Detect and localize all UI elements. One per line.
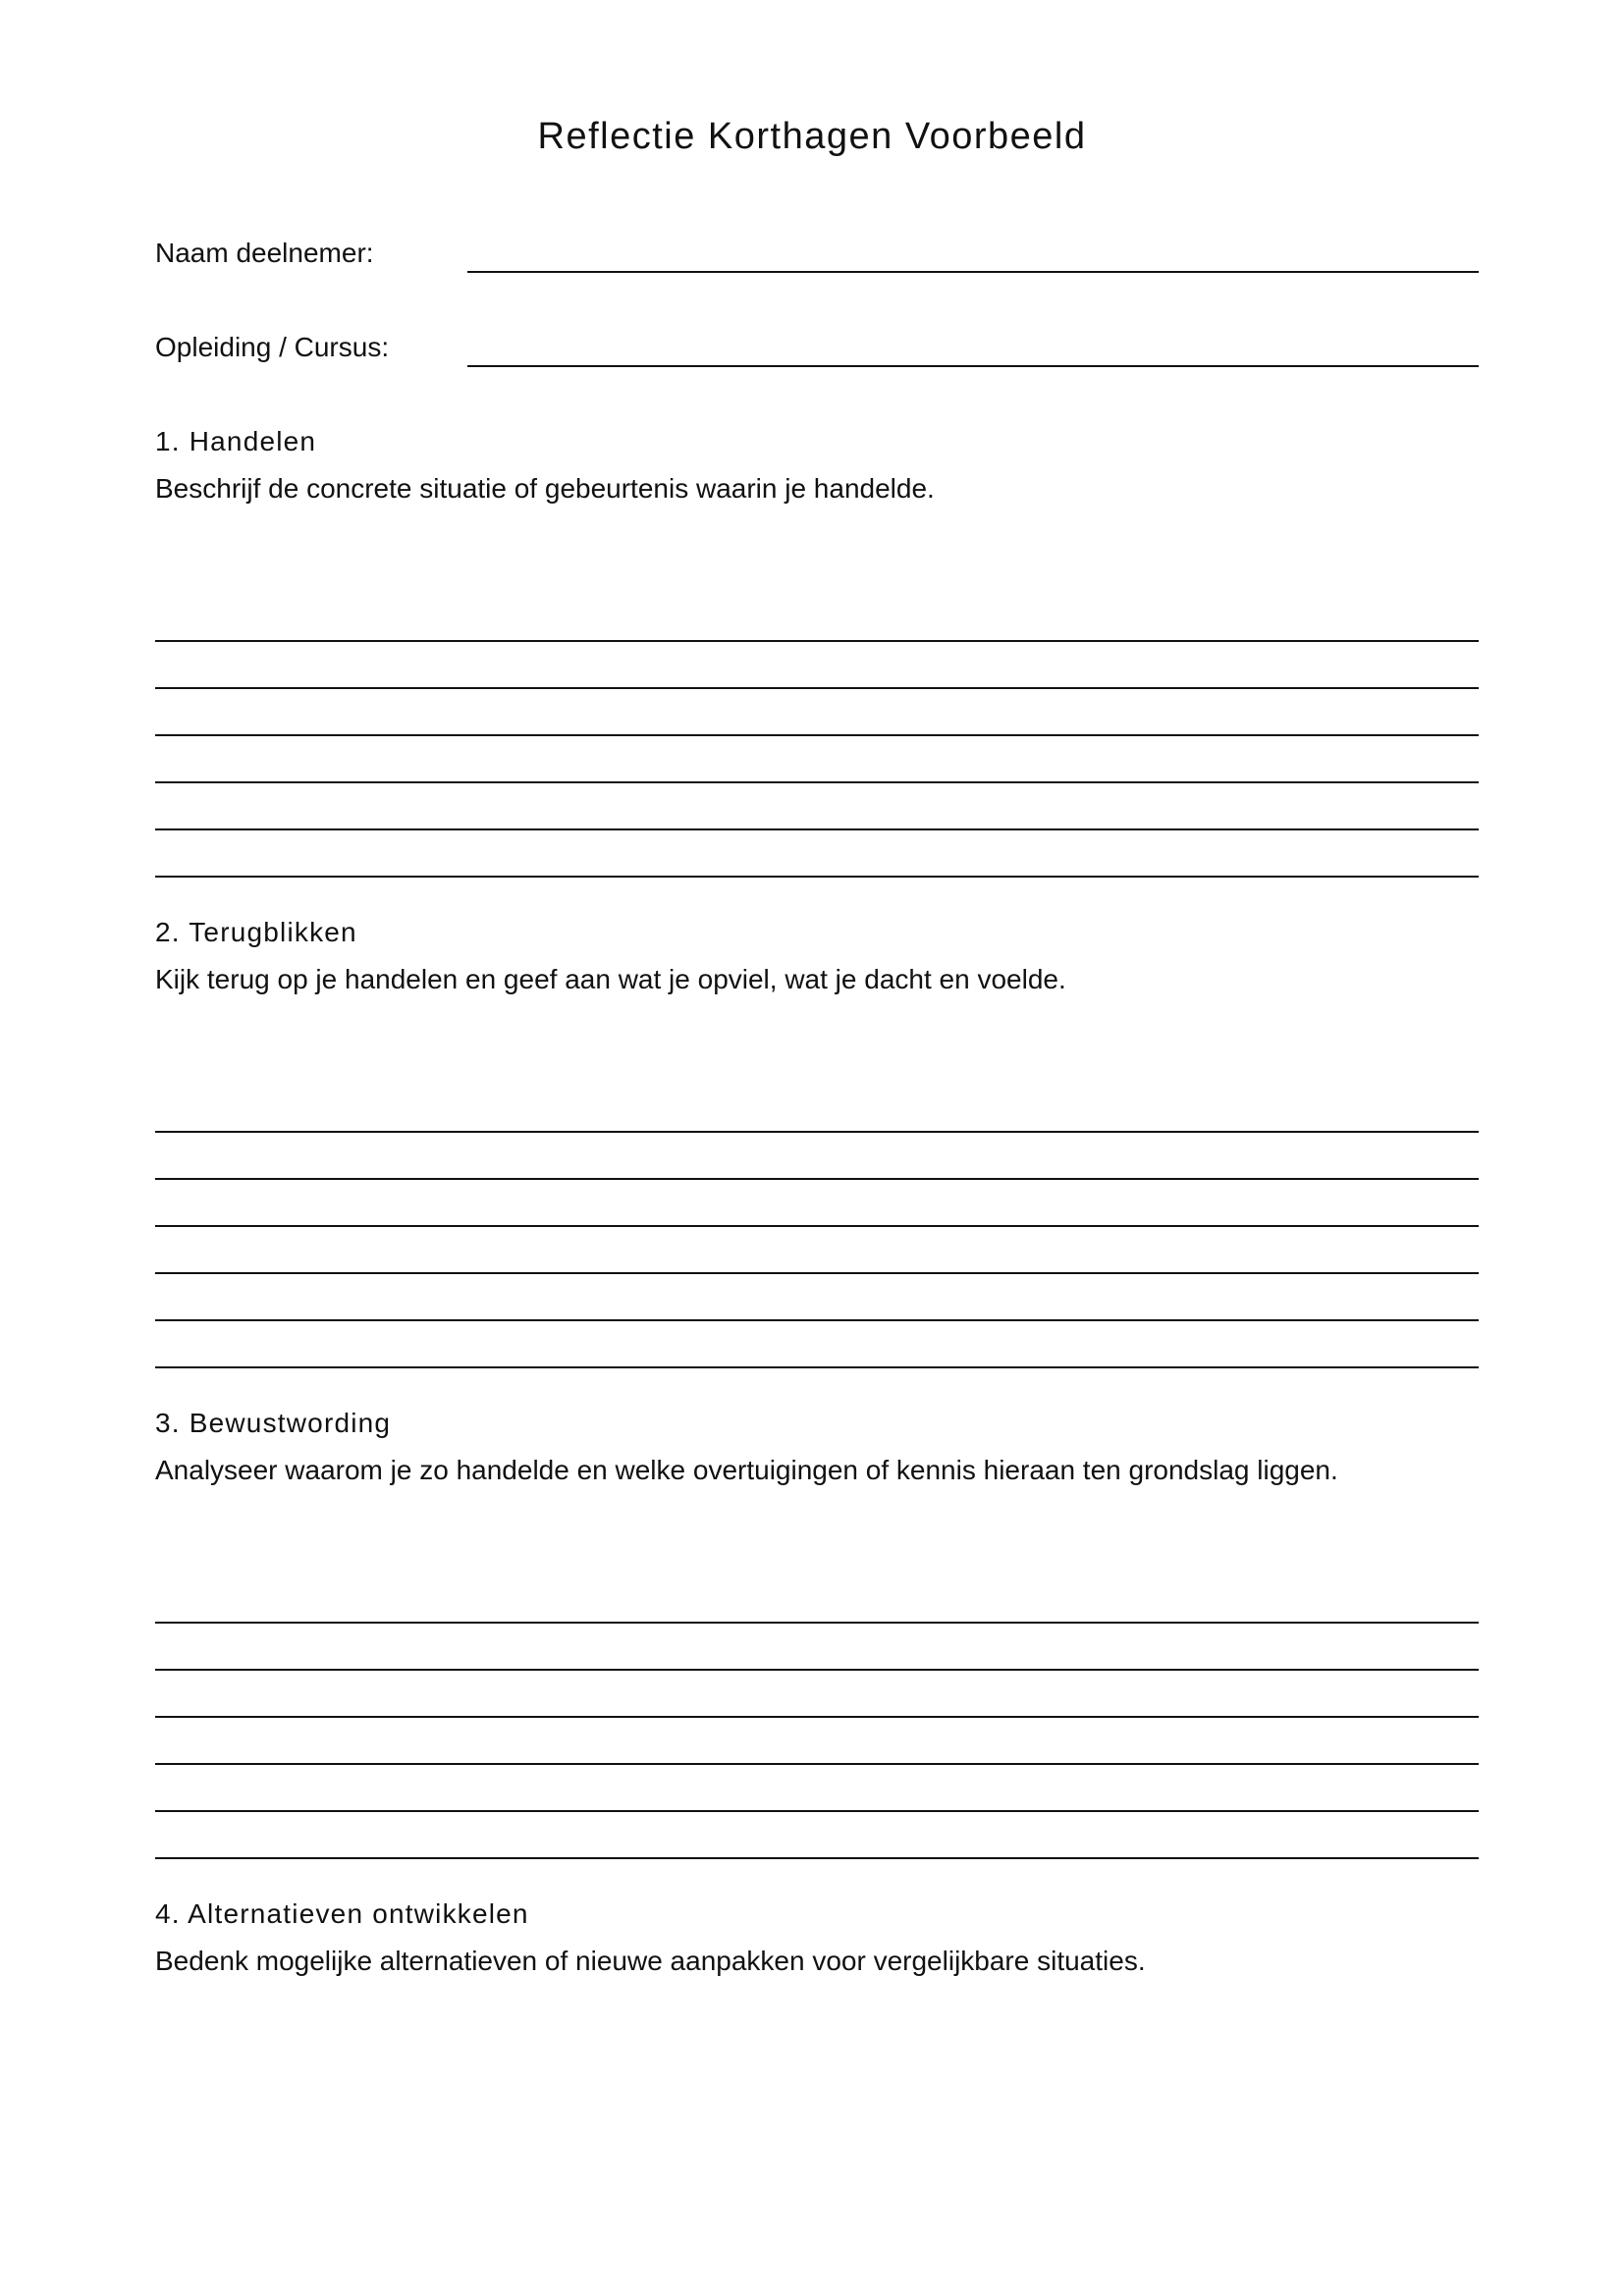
page-title: Reflectie Korthagen Voorbeeld <box>537 116 1087 157</box>
course-input-line[interactable] <box>467 365 1479 367</box>
answer-line[interactable] <box>155 642 1479 689</box>
participant-name-input-line[interactable] <box>467 271 1479 273</box>
answer-area[interactable] <box>155 1086 1479 1368</box>
section-heading: 4. Alternatieven ontwikkelen <box>155 1898 529 1929</box>
section-bewustwording <box>155 1400 1479 1859</box>
answer-line[interactable] <box>155 830 1479 878</box>
answer-line[interactable] <box>155 1812 1479 1859</box>
course-label: Opleiding / Cursus: <box>155 332 390 362</box>
answer-line[interactable] <box>155 1274 1479 1321</box>
answer-line[interactable] <box>155 1671 1479 1718</box>
answer-area[interactable] <box>155 1576 1479 1859</box>
answer-line[interactable] <box>155 1086 1479 1133</box>
section-heading: 3. Bewustwording <box>155 1408 392 1438</box>
answer-line[interactable] <box>155 736 1479 783</box>
section-alternatieven <box>155 1891 1479 1985</box>
section-heading: 2. Terugblikken <box>155 917 357 947</box>
answer-line[interactable] <box>155 1227 1479 1274</box>
section-prompt: Kijk terug op je handelen en geef aan wat je opviel, wat je dacht en voelde. <box>155 964 1066 994</box>
section-prompt: Bedenk mogelijke alternatieven of nieuwe aanpakken voor vergelijkbare situaties. <box>155 1946 1146 1976</box>
answer-line[interactable] <box>155 595 1479 642</box>
answer-line[interactable] <box>155 1576 1479 1624</box>
answer-line[interactable] <box>155 1765 1479 1812</box>
answer-line[interactable] <box>155 1321 1479 1368</box>
course-field[interactable] <box>155 328 1479 367</box>
section-prompt: Beschrijf de concrete situatie of gebeurtenis waarin je handelde. <box>155 473 935 504</box>
answer-line[interactable] <box>155 689 1479 736</box>
answer-line[interactable] <box>155 783 1479 830</box>
answer-line[interactable] <box>155 1624 1479 1671</box>
section-heading: 1. Handelen <box>155 426 317 456</box>
answer-area[interactable] <box>155 595 1479 878</box>
section-handelen <box>155 418 1479 878</box>
answer-line[interactable] <box>155 1180 1479 1227</box>
answer-line[interactable] <box>155 1133 1479 1180</box>
participant-name-label: Naam deelnemer: <box>155 238 374 268</box>
section-terugblikken <box>155 909 1479 1368</box>
section-prompt: Analyseer waarom je zo handelde en welke overtuigingen of kennis hieraan ten grondslag liggen. <box>155 1455 1338 1485</box>
answer-line[interactable] <box>155 1718 1479 1765</box>
participant-name-field[interactable] <box>155 234 1479 273</box>
